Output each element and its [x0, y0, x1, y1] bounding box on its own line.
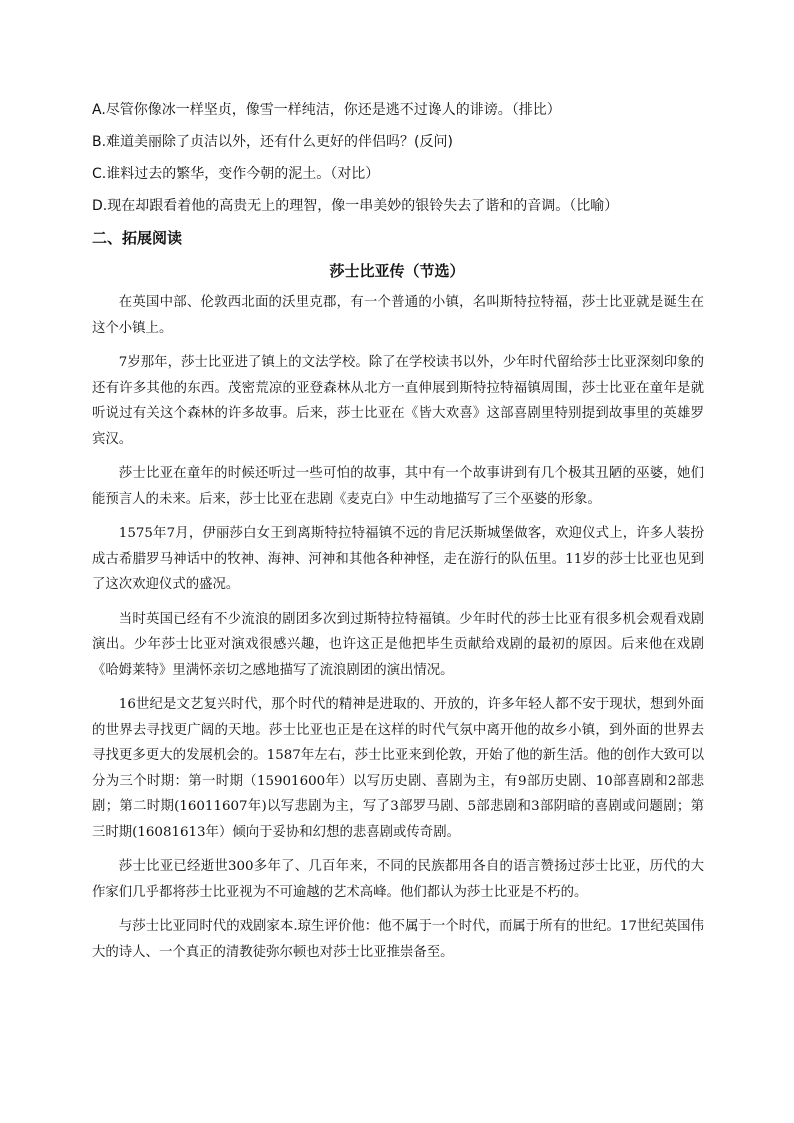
- article-title: 莎士比亚传（节选）: [329, 262, 465, 280]
- option-c: C.谁料过去的繁华，变作今朝的泥土。（对比）: [92, 166, 380, 182]
- paragraph: 16世纪是文艺复兴时代，那个时代的精神是进取的、开放的，许多年轻人都不安于现状，想到外面的世界去寻找更广阔的天地。莎士比亚也正是在这样的时代气氛中离开他的故乡小镇，到外面的世界去寻找更多更大的发展机会的。1587年左右，莎士比亚来到伦敦，开始了他的新生活。他的创作大致可以分为三个时期：第一时期（15901600年）以写历史剧、喜剧为主，有9部历史剧、10部喜剧和2部悲剧；第二时期(16011607年)以写悲剧为主，写了3部罗马剧、5部悲剧和3部阴暗的喜剧或问题剧；第三时期(16081613年）倾向于妥协和幻想的悲喜剧或传奇剧。: [92, 697, 704, 840]
- article-body: [92, 290, 704, 974]
- paragraph: 与莎士比亚同时代的戏剧家本.琼生评价他：他不属于一个时代，而属于所有的世纪。17世纪英国伟大的诗人、一个真正的清教徒弥尔顿也对莎士比亚推崇备至。: [92, 919, 704, 960]
- option-a: A.尽管你像冰一样坚贞，像雪一样纯洁，你还是逃不过谗人的诽谤。（排比）: [92, 102, 561, 118]
- paragraph: 莎士比亚已经逝世300多年了、几百年来，不同的民族都用各自的语言赞扬过莎士比亚，历代的大作家们几乎都将莎士比亚视为不可逾越的艺术高峰。他们都认为莎士比亚是不朽的。: [92, 859, 704, 900]
- option-d: D.现在却跟看着他的高贵无上的理智，像一串美妙的银铃失去了谐和的音调。（比喻）: [92, 198, 619, 214]
- paragraph: 当时英国已经有不少流浪的剧团多次到过斯特拉特福镇。少年时代的莎士比亚有很多机会观看戏剧演出。少年莎士比亚对演戏很感兴趣，也许这正是他把毕生贡献给戏剧的最初的原因。后来他在戏剧《哈姆莱特》里满怀亲切之感地描写了流浪剧团的演出情况。: [92, 611, 704, 678]
- paragraph: 在英国中部、伦敦西北面的沃里克郡，有一个普通的小镇，名叫斯特拉特福，莎士比亚就是诞生在这个小镇上。: [92, 295, 704, 336]
- paragraph: 莎士比亚在童年的时候还听过一些可怕的故事，其中有一个故事讲到有几个极其丑陋的巫婆，她们能预言人的未来。后来，莎士比亚在悲剧《麦克白》中生动地描写了三个巫婆的形象。: [92, 466, 704, 507]
- paragraph: 1575年7月，伊丽莎白女王到离斯特拉特福镇不远的肯尼沃斯城堡做客，欢迎仪式上，许多人装扮成古希腊罗马神话中的牧神、海神、河神和其他各种神怪，走在游行的队伍里。11岁的莎士比亚也见到了这次欢迎仪式的盛况。: [92, 526, 704, 592]
- option-b: B.难道美丽除了贞洁以外，还有什么更好的伴侣吗？(反问): [92, 134, 453, 150]
- paragraph: 7岁那年，莎士比亚进了镇上的文法学校。除了在学校读书以外，少年时代留给莎士比亚深刻印象的还有许多其他的东西。茂密荒凉的亚登森林从北方一直伸展到斯特拉特福镇周围，莎士比亚在童年是就听说过有关这个森林的许多故事。后来，莎士比亚在《皆大欢喜》这部喜剧里特别提到故事里的英雄罗宾汉。: [92, 355, 704, 447]
- section-heading: 二、拓展阅读: [92, 229, 183, 247]
